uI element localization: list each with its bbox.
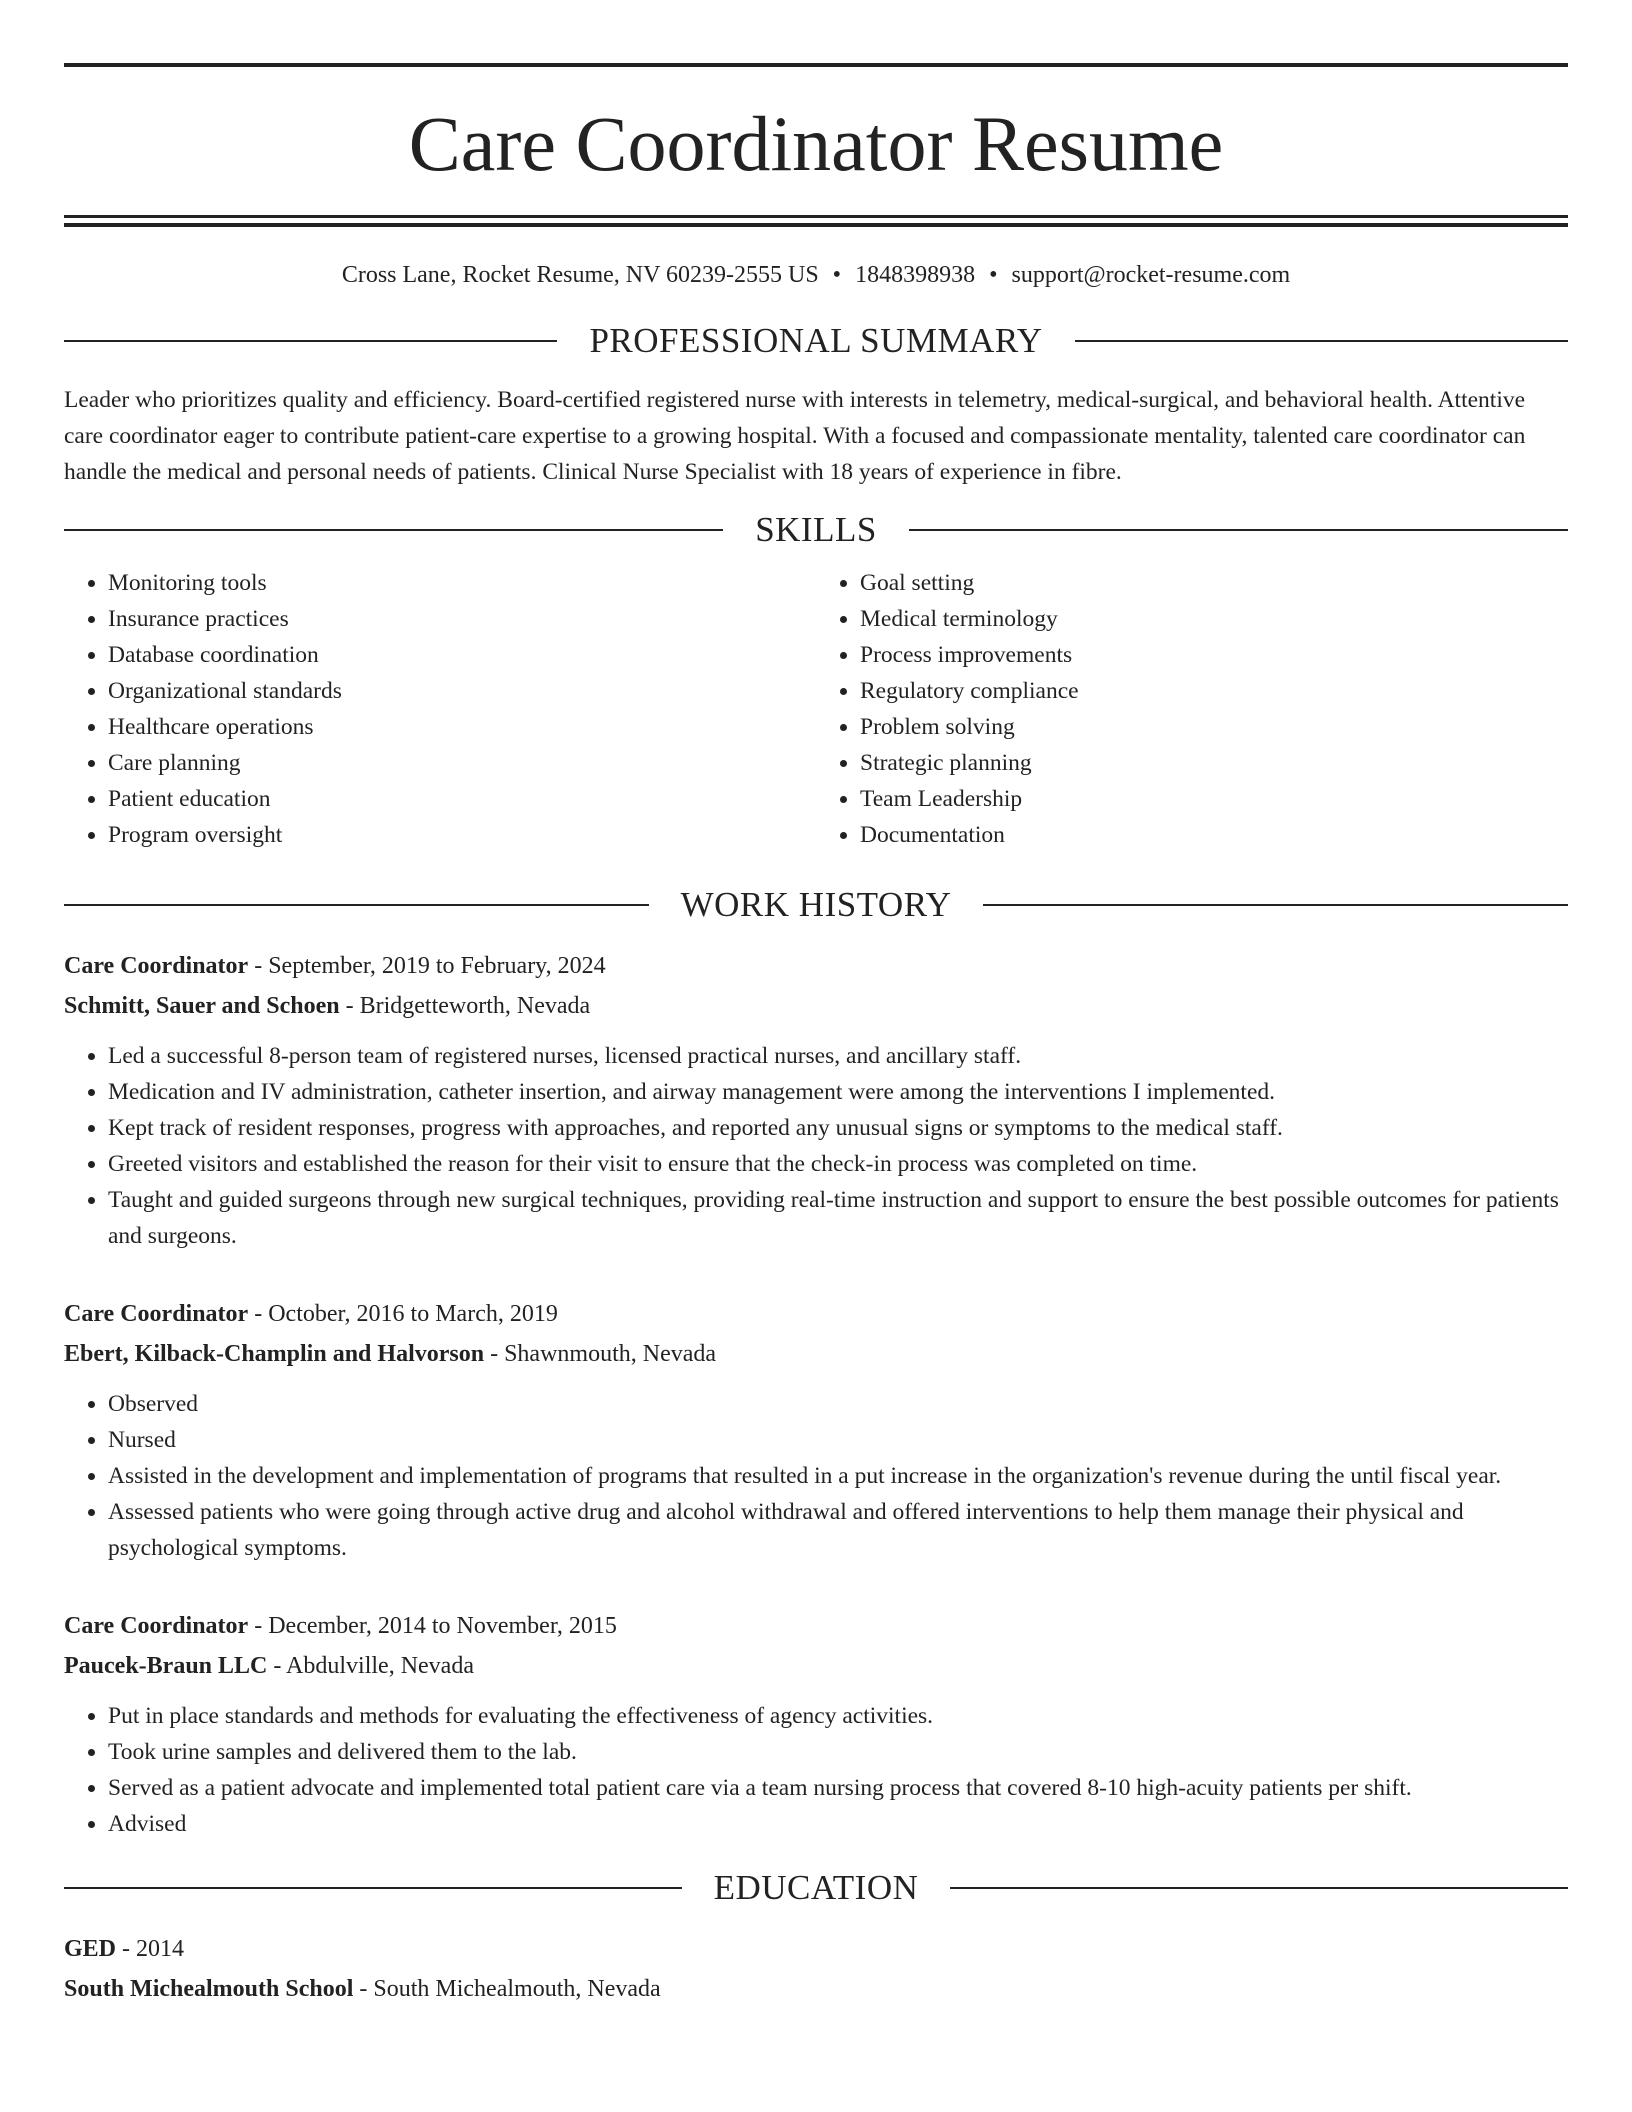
job-bullets: [64, 1698, 1568, 1842]
job-title: Care Coordinator: [64, 1613, 249, 1639]
section-rule-left: [64, 1887, 682, 1889]
job-bullet: • Assisted in the development and implementation of programs that resulted in a put increase in the organization's revenue during the until fiscal year.: [108, 1458, 1568, 1494]
job-entry: [64, 1606, 1568, 1842]
job-title-line: Care Coordinator - December, 2014 to November, 2015: [64, 1613, 617, 1639]
skill-item: • Insurance practices: [108, 601, 816, 637]
skill-item: • Problem solving: [860, 709, 1568, 745]
job-dates: October, 2016 to March, 2019: [268, 1301, 558, 1327]
job-bullet: • Kept track of resident responses, progress with approaches, and reported any unusual signs or symptoms to the medical staff.: [108, 1110, 1568, 1146]
skills-column-left: [64, 565, 816, 853]
section-title-skills: SKILLS: [755, 510, 877, 549]
section-header-education: [64, 1870, 1568, 1905]
contact-separator: •: [989, 262, 998, 288]
skill-item: • Team Leadership: [860, 781, 1568, 817]
job-bullet: • Served as a patient advocate and implemented total patient care via a team nursing process that covered 8-10 high-acuity patients per shift.: [108, 1770, 1568, 1806]
section-rule-right: [909, 529, 1568, 531]
skill-item: • Regulatory compliance: [860, 673, 1568, 709]
job-title-line: Care Coordinator - October, 2016 to March, 2019: [64, 1301, 558, 1327]
job-company: Schmitt, Sauer and Schoen: [64, 993, 340, 1019]
job-bullets: [64, 1038, 1568, 1254]
skill-item: • Documentation: [860, 817, 1568, 853]
job-bullet: • Nursed: [108, 1422, 1568, 1458]
job-company-line: Ebert, Kilback-Champlin and Halvorson - Shawnmouth, Nevada: [64, 1341, 717, 1367]
education-degree-line: GED - 2014: [64, 1936, 185, 1962]
education-school-line: South Michealmouth School - South Michealmouth, Nevada: [64, 1976, 661, 2002]
skill-item: • Organizational standards: [108, 673, 816, 709]
section-title-education: EDUCATION: [713, 1868, 919, 1907]
section-rule-left: [64, 904, 649, 906]
skills-column-right: [816, 565, 1568, 853]
job-entry: [64, 946, 1568, 1254]
section-header-work-history: [64, 887, 1568, 922]
section-rule-left: [64, 340, 557, 342]
contact-line: [64, 263, 1568, 287]
section-header-summary: [64, 323, 1568, 358]
job-bullet: • Medication and IV administration, catheter insertion, and airway management were among the interventions I implemented.: [108, 1074, 1568, 1110]
education-year: 2014: [136, 1936, 185, 1962]
job-title: Care Coordinator: [64, 953, 249, 979]
top-rule: [64, 63, 1568, 67]
job-bullet: • Took urine samples and delivered them to the lab.: [108, 1734, 1568, 1770]
contact-address: Cross Lane, Rocket Resume, NV 60239-2555 US: [341, 262, 819, 288]
education-location: South Michealmouth, Nevada: [373, 1976, 661, 2002]
job-bullet: • Put in place standards and methods for evaluating the effectiveness of agency activities.: [108, 1698, 1568, 1734]
skills-list: [64, 565, 1568, 853]
resume-title: Care Coordinator Resume: [408, 100, 1224, 187]
resume-page: [64, 0, 1568, 2009]
skill-item: • Healthcare operations: [108, 709, 816, 745]
job-bullet: • Greeted visitors and established the reason for their visit to ensure that the check-in process was completed on time.: [108, 1146, 1568, 1182]
contact-email: support@rocket-resume.com: [1011, 262, 1291, 288]
section-title-work-history: WORK HISTORY: [680, 885, 952, 924]
job-title: Care Coordinator: [64, 1301, 249, 1327]
skill-item: • Medical terminology: [860, 601, 1568, 637]
education-degree: GED: [64, 1936, 117, 1962]
skill-item: • Program oversight: [108, 817, 816, 853]
section-rule-left: [64, 529, 723, 531]
job-location: Bridgetteworth, Nevada: [359, 993, 591, 1019]
education-entry: [64, 1929, 1568, 2009]
skill-item: • Goal setting: [860, 565, 1568, 601]
skill-item: • Monitoring tools: [108, 565, 816, 601]
job-company: Paucek-Braun LLC: [64, 1653, 268, 1679]
job-dates: September, 2019 to February, 2024: [268, 953, 606, 979]
skill-item: • Process improvements: [860, 637, 1568, 673]
job-dates: December, 2014 to November, 2015: [268, 1613, 617, 1639]
job-location: Abdulville, Nevada: [286, 1653, 474, 1679]
job-entry: [64, 1294, 1568, 1566]
title-double-rule: [64, 215, 1568, 227]
skill-item: • Care planning: [108, 745, 816, 781]
section-header-skills: [64, 512, 1568, 547]
section-rule-right: [950, 1887, 1568, 1889]
skill-item: • Database coordination: [108, 637, 816, 673]
job-bullet: • Taught and guided surgeons through new surgical techniques, providing real-time instruction and support to ensure the best possible outcomes for patients and surgeons.: [108, 1182, 1568, 1254]
job-company-line: Schmitt, Sauer and Schoen - Bridgetteworth, Nevada: [64, 993, 591, 1019]
section-title-summary: PROFESSIONAL SUMMARY: [589, 321, 1043, 360]
job-company-line: Paucek-Braun LLC - Abdulville, Nevada: [64, 1653, 474, 1679]
job-bullet: • Led a successful 8-person team of registered nurses, licensed practical nurses, and ancillary staff.: [108, 1038, 1568, 1074]
job-bullet: • Assessed patients who were going through active drug and alcohol withdrawal and offered interventions to help them manage their physical and psychological symptoms.: [108, 1494, 1568, 1566]
contact-separator: •: [832, 262, 842, 288]
education-school: South Michealmouth School: [64, 1976, 354, 2002]
skill-item: • Patient education: [108, 781, 816, 817]
section-rule-right: [983, 904, 1568, 906]
contact-phone: 1848398938: [855, 262, 976, 288]
job-bullet: • Observed: [108, 1386, 1568, 1422]
job-company: Ebert, Kilback-Champlin and Halvorson: [64, 1341, 485, 1367]
job-bullet: • Advised: [108, 1806, 1568, 1842]
job-bullets: [64, 1386, 1568, 1566]
section-rule-right: [1075, 340, 1568, 342]
skill-item: • Strategic planning: [860, 745, 1568, 781]
job-title-line: Care Coordinator - September, 2019 to February, 2024: [64, 953, 606, 979]
job-location: Shawnmouth, Nevada: [504, 1341, 717, 1367]
summary-text: Leader who prioritizes quality and efficiency. Board-certified registered nurse with interests in telemetry, medical-surgical, and behavioral health. Attentive care coordinator eager to contribute patient-care expertise to a growing hospital. With a focused and compassionate mentality, talented care coordinator can handle the medical and personal needs of patients. Clinical Nurse Specialist with 18 years of experience in fibre.: [64, 387, 1526, 485]
